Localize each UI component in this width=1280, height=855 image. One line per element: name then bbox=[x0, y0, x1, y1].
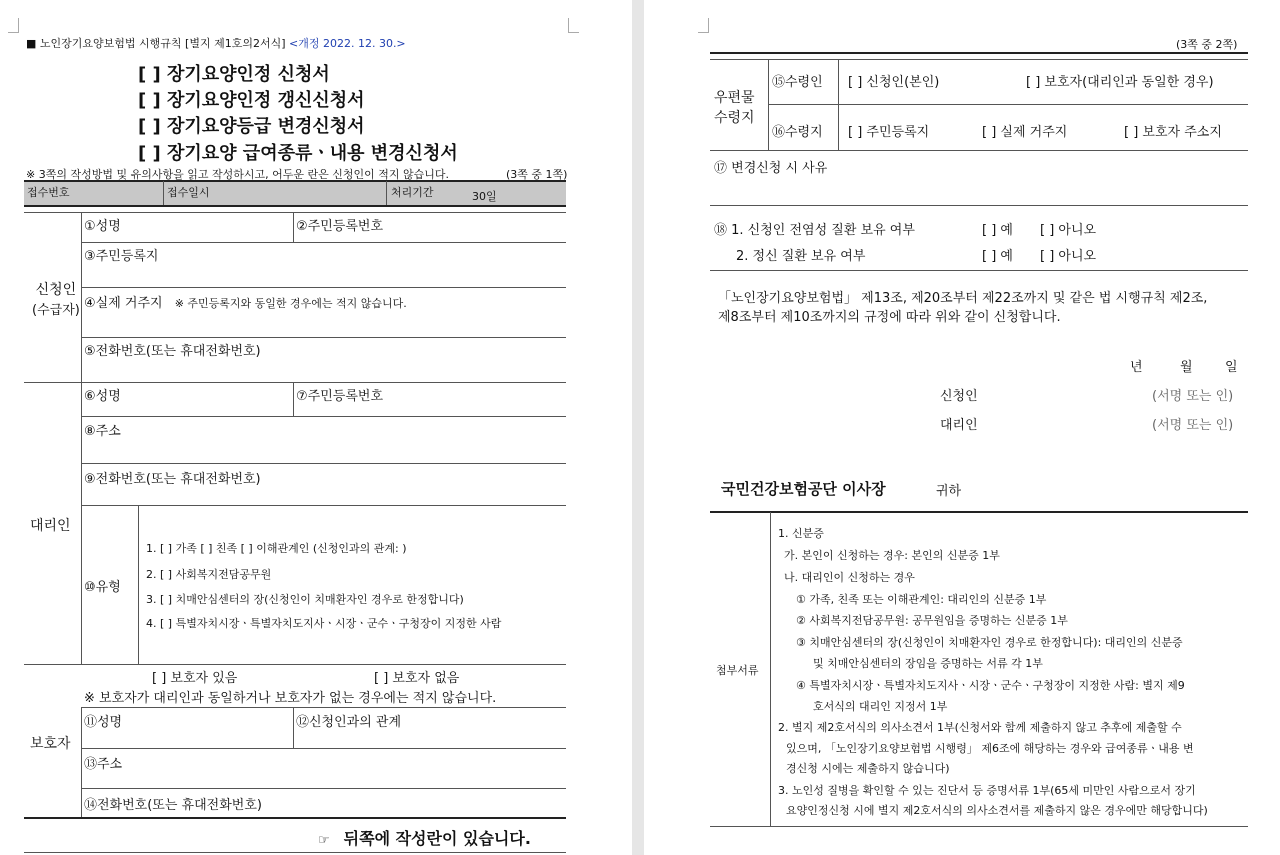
recipient-applicant-checkbox[interactable]: [ ] 신청인(본인) bbox=[848, 75, 940, 90]
rule bbox=[163, 181, 164, 205]
rule bbox=[24, 212, 566, 213]
rule bbox=[138, 505, 139, 664]
page-number: (3쪽 중 1쪽) bbox=[506, 168, 568, 181]
date-month: 월 bbox=[1180, 360, 1193, 375]
question-1-no[interactable]: [ ] 아니오 bbox=[1040, 223, 1097, 238]
square-bullet-icon: ■ bbox=[26, 37, 37, 50]
agent-type-option-3[interactable]: 3. [ ] 치매안심센터의 장(신청인이 치매환자인 경우로 한정합니다) bbox=[146, 593, 464, 606]
rule bbox=[710, 150, 1248, 151]
attachment-line: ② 사회복지전담공무원: 공무원임을 증명하는 신분증 1부 bbox=[796, 614, 1068, 627]
rule bbox=[24, 180, 566, 182]
mail-sublabel: 수령지 bbox=[714, 110, 755, 126]
agent-section-label: 대리인 bbox=[30, 518, 71, 534]
attachment-line: 가. 본인이 신청하는 경우: 본인의 신분증 1부 bbox=[784, 549, 1000, 562]
applicant-label: 신청인 bbox=[35, 282, 77, 298]
attachments-label: 첨부서류 bbox=[716, 664, 759, 677]
back-side-notice bbox=[318, 826, 531, 849]
rule bbox=[386, 181, 387, 205]
attachment-line: 호서식의 대리인 지정서 1부 bbox=[813, 700, 948, 713]
real-address-label: ④실제 거주지 bbox=[84, 296, 163, 311]
agent-address-field[interactable]: ⑧주소 bbox=[84, 424, 121, 439]
agent-rrn-field[interactable]: ⑦주민등록번호 bbox=[296, 389, 384, 404]
rule bbox=[710, 205, 1248, 206]
back-side-text: 뒤쪽에 작성란이 있습니다. bbox=[343, 829, 531, 848]
attachment-line: ① 가족, 친족 또는 이해관계인: 대리인의 신분증 1부 bbox=[796, 593, 1047, 606]
guardian-yes-checkbox[interactable]: [ ] 보호자 있음 bbox=[152, 671, 238, 686]
guardian-phone-field[interactable]: ⑭전화번호(또는 휴대전화번호) bbox=[84, 798, 262, 813]
rule bbox=[770, 512, 771, 826]
rule bbox=[24, 205, 566, 207]
mail-label: 우편물 bbox=[714, 90, 755, 106]
rule bbox=[24, 817, 566, 819]
applicant-sublabel: (수급자) bbox=[32, 303, 80, 318]
agent-signature[interactable]: (서명 또는 인) bbox=[1152, 418, 1234, 433]
guardian-section-label: 보호자 bbox=[30, 736, 71, 752]
attachment-line: 1. 신분증 bbox=[778, 527, 824, 540]
rule bbox=[24, 664, 566, 665]
rule bbox=[81, 463, 566, 464]
question-2-no[interactable]: [ ] 아니오 bbox=[1040, 249, 1097, 264]
rule bbox=[710, 59, 1248, 60]
attachment-line: 2. 별지 제2호서식의 의사소견서 1부(신청서와 함께 제출하지 않고 추후에 제출할 수 bbox=[778, 721, 1182, 734]
applicant-rrn-field[interactable]: ②주민등록번호 bbox=[296, 219, 384, 234]
form-header bbox=[26, 35, 406, 51]
rule bbox=[81, 505, 566, 506]
rule bbox=[710, 511, 1248, 513]
date-year: 년 bbox=[1130, 360, 1143, 375]
applicant-real-address-field[interactable] bbox=[84, 292, 407, 311]
applicant-phone-field[interactable]: ⑤전화번호(또는 휴대전화번호) bbox=[84, 344, 261, 359]
rule bbox=[24, 852, 566, 853]
question-1-yes[interactable]: [ ] 예 bbox=[982, 223, 1013, 238]
recipient-organization: 국민건강보험공단 이사장 bbox=[721, 480, 886, 498]
rule bbox=[768, 104, 1248, 105]
place-guardian-checkbox[interactable]: [ ] 보호자 주소지 bbox=[1124, 125, 1222, 140]
date-day: 일 bbox=[1225, 360, 1238, 375]
rule bbox=[293, 212, 294, 242]
rule bbox=[81, 707, 82, 817]
guardian-no-checkbox[interactable]: [ ] 보호자 없음 bbox=[374, 671, 460, 686]
title-2: [ ] 장기요양인정 갱신신청서 bbox=[138, 90, 365, 111]
guardian-name-field[interactable]: ⑪성명 bbox=[84, 715, 123, 730]
place-registered-checkbox[interactable]: [ ] 주민등록지 bbox=[848, 125, 930, 140]
agent-phone-field[interactable]: ⑨전화번호(또는 휴대전화번호) bbox=[84, 472, 261, 487]
question-2-yes[interactable]: [ ] 예 bbox=[982, 249, 1013, 264]
processing-days: 30일 bbox=[472, 190, 497, 203]
rule bbox=[24, 382, 566, 383]
crop-mark bbox=[568, 18, 579, 33]
rule bbox=[710, 270, 1248, 271]
statement-line-1: 「노인장기요양보험법」 제13조, 제20조부터 제22조까지 및 같은 법 시행규칙 제2조, bbox=[718, 291, 1208, 306]
rule bbox=[293, 382, 294, 416]
rule bbox=[81, 242, 566, 243]
real-address-note: ※ 주민등록지와 동일한 경우에는 적지 않습니다. bbox=[174, 297, 407, 310]
header-text: 노인장기요양보험법 시행규칙 [별지 제1호의2서식] bbox=[39, 37, 286, 50]
recipient-label: ⑮수령인 bbox=[772, 75, 823, 90]
receipt-date-label: 접수일시 bbox=[167, 186, 210, 199]
rule bbox=[81, 287, 566, 288]
applicant-name-field[interactable]: ①성명 bbox=[84, 219, 121, 234]
statement-line-2: 제8조부터 제10조까지의 규정에 따라 위와 같이 신청합니다. bbox=[718, 310, 1061, 325]
page-number: (3쪽 중 2쪽) bbox=[1176, 38, 1238, 51]
attachment-line: 경신청 시에는 제출하지 않습니다) bbox=[786, 762, 950, 775]
page-gap bbox=[632, 0, 644, 855]
attachment-line: ③ 치매안심센터의 장(신청인이 치매환자인 경우로 한정합니다): 대리인의 신분증 bbox=[796, 636, 1183, 649]
title-3: [ ] 장기요양등급 변경신청서 bbox=[138, 116, 365, 137]
rule bbox=[81, 337, 566, 338]
instruction-note: ※ 3쪽의 작성방법 및 유의사항을 읽고 작성하시고, 어두운 란은 신청인이 적지 않습니다. bbox=[26, 168, 449, 181]
rule bbox=[81, 707, 566, 708]
honorific: 귀하 bbox=[936, 484, 962, 499]
rule bbox=[710, 52, 1248, 54]
receipt-number-label: 접수번호 bbox=[27, 186, 70, 199]
rule bbox=[81, 212, 82, 664]
revision-text: <개정 2022. 12. 30.> bbox=[289, 37, 406, 50]
attachment-line: 있으며, 「노인장기요양보험법 시행령」 제6조에 해당하는 경우와 급여종류ㆍ내용 변 bbox=[786, 742, 1194, 755]
rule bbox=[81, 416, 566, 417]
agent-type-label: ⑩유형 bbox=[84, 580, 121, 595]
applicant-section-label bbox=[32, 279, 80, 318]
rule bbox=[293, 707, 294, 748]
signer-applicant-label: 신청인 bbox=[940, 389, 978, 404]
crop-mark bbox=[8, 18, 19, 33]
mail-section-label bbox=[714, 87, 755, 127]
signer-agent-label: 대리인 bbox=[940, 418, 978, 433]
attachment-line: ④ 특별자치시장ㆍ특별자치도지사ㆍ시장ㆍ군수ㆍ구청장이 지정한 사람: 별지 제9 bbox=[796, 679, 1185, 692]
crop-mark bbox=[698, 18, 709, 33]
rule bbox=[81, 788, 566, 789]
attachment-line: 3. 노인성 질병을 확인할 수 있는 진단서 등 증명서류 1부(65세 미만인 사람으로서 장기 bbox=[778, 784, 1196, 797]
guardian-note: ※ 보호자가 대리인과 동일하거나 보호자가 없는 경우에는 적지 않습니다. bbox=[84, 691, 497, 706]
title-1: [ ] 장기요양인정 신청서 bbox=[138, 64, 330, 85]
rule bbox=[81, 748, 566, 749]
applicant-address-field[interactable]: ③주민등록지 bbox=[84, 249, 159, 264]
applicant-signature[interactable]: (서명 또는 인) bbox=[1152, 389, 1234, 404]
agent-name-field[interactable]: ⑥성명 bbox=[84, 389, 121, 404]
question-1: ⑱ 1. 신청인 전염성 질환 보유 여부 bbox=[714, 223, 915, 238]
recipient-guardian-checkbox[interactable]: [ ] 보호자(대리인과 동일한 경우) bbox=[1026, 75, 1214, 90]
pointing-hand-icon: ☞ bbox=[318, 833, 330, 848]
attachment-line: 및 치매안심센터의 장임을 증명하는 서류 각 1부 bbox=[813, 657, 1043, 670]
agent-type-option-4[interactable]: 4. [ ] 특별자치시장ㆍ특별자치도지사ㆍ시장ㆍ군수ㆍ구청장이 지정한 사람 bbox=[146, 617, 502, 630]
attachment-line: 요양인정신청 시에 별지 제2호서식의 의사소견서를 제출하지 않은 경우에만 해당합니다) bbox=[786, 804, 1208, 817]
place-real-checkbox[interactable]: [ ] 실제 거주지 bbox=[982, 125, 1068, 140]
agent-type-option-1[interactable]: 1. [ ] 가족 [ ] 친족 [ ] 이해관계인 (신청인과의 관계: ) bbox=[146, 542, 407, 555]
guardian-relation-field[interactable]: ⑫신청인과의 관계 bbox=[296, 715, 402, 730]
place-label: ⑯수령지 bbox=[772, 125, 823, 140]
title-4: [ ] 장기요양 급여종류ㆍ내용 변경신청서 bbox=[138, 143, 458, 164]
processing-period-label: 처리기간 bbox=[391, 186, 434, 199]
rule bbox=[710, 826, 1248, 827]
change-reason-field[interactable]: ⑰ 변경신청 시 사유 bbox=[714, 161, 828, 176]
guardian-address-field[interactable]: ⑬주소 bbox=[84, 757, 123, 772]
agent-type-option-2[interactable]: 2. [ ] 사회복지전담공무원 bbox=[146, 568, 272, 581]
question-2: 2. 정신 질환 보유 여부 bbox=[736, 249, 866, 264]
attachment-line: 나. 대리인이 신청하는 경우 bbox=[784, 571, 915, 584]
